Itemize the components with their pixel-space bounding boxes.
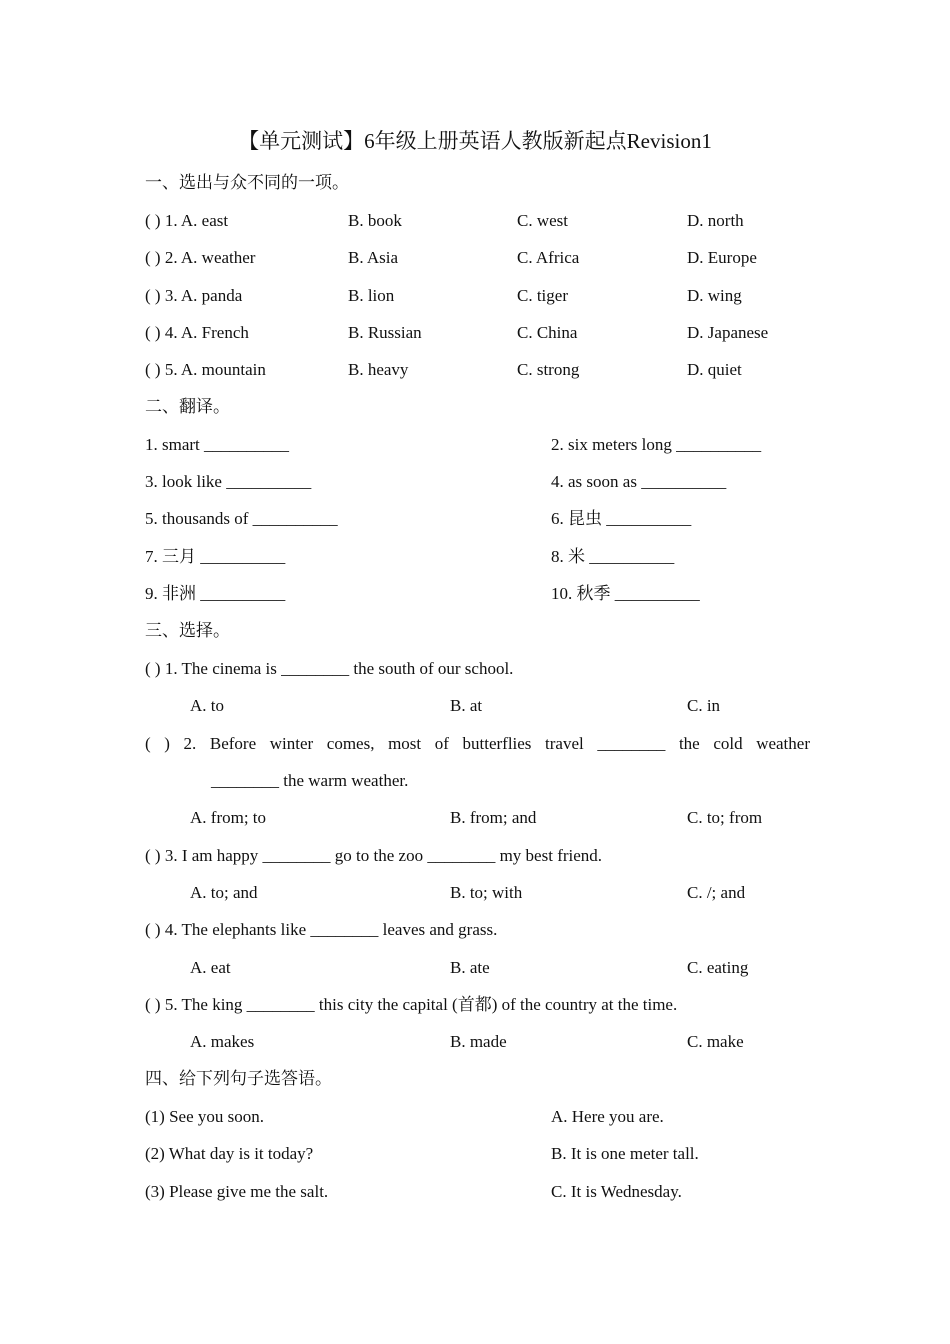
option-d: D. quiet bbox=[687, 360, 742, 379]
worksheet-title: 【单元测试】6年级上册英语人教版新起点Revision1 bbox=[238, 129, 712, 153]
match-response: C. It is Wednesday. bbox=[551, 1182, 682, 1201]
choice-question-2-continued: ________ the warm weather. bbox=[211, 771, 409, 790]
section-heading-match-responses: 四、给下列句子选答语。 bbox=[145, 1069, 332, 1088]
choice-option-a: A. eat bbox=[190, 958, 231, 977]
choice-option-a: A. makes bbox=[190, 1032, 255, 1051]
choice-question-2: ( ) 2. Before winter comes, most of butterflies travel ________ the cold weather bbox=[145, 734, 810, 753]
match-response: A. Here you are. bbox=[551, 1107, 664, 1126]
choice-question-4: ( ) 4. The elephants like ________ leaves and grass. bbox=[145, 920, 498, 939]
choice-option-c: C. /; and bbox=[687, 883, 746, 902]
option-b: B. Asia bbox=[348, 248, 399, 267]
odd-one-out-row bbox=[0, 321, 950, 345]
question-number-option-a: ( ) 2. A. weather bbox=[145, 248, 256, 267]
translate-item-right: 8. 米 __________ bbox=[551, 547, 675, 566]
choice-option-b: B. at bbox=[450, 696, 483, 715]
choice-option-b: B. ate bbox=[450, 958, 490, 977]
translate-item-left: 9. 非洲 __________ bbox=[145, 584, 286, 603]
choice-question-3: ( ) 3. I am happy ________ go to the zoo ________ my best friend. bbox=[145, 846, 603, 865]
option-b: B. Russian bbox=[348, 323, 422, 342]
option-d: D. Europe bbox=[687, 248, 757, 267]
choice-question-1: ( ) 1. The cinema is ________ the south of our school. bbox=[145, 659, 514, 678]
question-number-option-a: ( ) 4. A. French bbox=[145, 323, 249, 342]
option-c: C. tiger bbox=[517, 286, 568, 305]
choice-option-a: A. from; to bbox=[190, 808, 267, 827]
question-number-option-a: ( ) 3. A. panda bbox=[145, 286, 243, 305]
choice-option-b: B. from; and bbox=[450, 808, 537, 827]
option-b: B. lion bbox=[348, 286, 395, 305]
match-sentence: (1) See you soon. bbox=[145, 1107, 264, 1126]
section-heading-translate: 二、翻译。 bbox=[145, 397, 230, 416]
translate-item-right: 2. six meters long __________ bbox=[551, 435, 762, 454]
odd-one-out-row bbox=[0, 284, 950, 308]
odd-one-out-row bbox=[0, 358, 950, 382]
translate-row bbox=[0, 470, 950, 494]
match-sentence: (3) Please give me the salt. bbox=[145, 1182, 329, 1201]
translate-row bbox=[0, 433, 950, 457]
choice-options-row bbox=[0, 1030, 950, 1054]
choice-option-b: B. to; with bbox=[450, 883, 523, 902]
translate-item-right: 4. as soon as __________ bbox=[551, 472, 727, 491]
translate-item-left: 5. thousands of __________ bbox=[145, 509, 338, 528]
choice-option-c: C. eating bbox=[687, 958, 749, 977]
option-b: B. book bbox=[348, 211, 402, 230]
translate-item-left: 3. look like __________ bbox=[145, 472, 312, 491]
question-number-option-a: ( ) 1. A. east bbox=[145, 211, 229, 230]
translate-row bbox=[0, 507, 950, 531]
odd-one-out-row bbox=[0, 209, 950, 233]
odd-one-out-row bbox=[0, 246, 950, 270]
choice-options-row bbox=[0, 956, 950, 980]
translate-item-right: 10. 秋季 __________ bbox=[551, 584, 700, 603]
translate-item-left: 1. smart __________ bbox=[145, 435, 290, 454]
translate-row bbox=[0, 582, 950, 606]
translate-item-left: 7. 三月 __________ bbox=[145, 547, 286, 566]
choice-options-row bbox=[0, 694, 950, 718]
choice-question-5: ( ) 5. The king ________ this city the capital (首都) of the country at the time. bbox=[145, 995, 678, 1014]
translate-row bbox=[0, 545, 950, 569]
section-heading-choose: 三、选择。 bbox=[145, 621, 230, 640]
option-c: C. Africa bbox=[517, 248, 580, 267]
match-sentence: (2) What day is it today? bbox=[145, 1144, 314, 1163]
choice-option-c: C. in bbox=[687, 696, 721, 715]
choice-options-row bbox=[0, 806, 950, 830]
match-row bbox=[0, 1142, 950, 1166]
choice-options-row bbox=[0, 881, 950, 905]
option-c: C. west bbox=[517, 211, 568, 230]
choice-option-a: A. to; and bbox=[190, 883, 258, 902]
match-row bbox=[0, 1180, 950, 1204]
choice-option-c: C. to; from bbox=[687, 808, 763, 827]
match-row bbox=[0, 1105, 950, 1129]
choice-option-c: C. make bbox=[687, 1032, 744, 1051]
question-number-option-a: ( ) 5. A. mountain bbox=[145, 360, 266, 379]
choice-option-a: A. to bbox=[190, 696, 224, 715]
match-response: B. It is one meter tall. bbox=[551, 1144, 699, 1163]
option-b: B. heavy bbox=[348, 360, 409, 379]
choice-option-b: B. made bbox=[450, 1032, 507, 1051]
translate-item-right: 6. 昆虫 __________ bbox=[551, 509, 692, 528]
option-d: D. Japanese bbox=[687, 323, 769, 342]
option-c: C. China bbox=[517, 323, 578, 342]
option-c: C. strong bbox=[517, 360, 580, 379]
option-d: D. north bbox=[687, 211, 744, 230]
option-d: D. wing bbox=[687, 286, 742, 305]
section-heading-odd-one-out: 一、选出与众不同的一项。 bbox=[145, 173, 349, 192]
